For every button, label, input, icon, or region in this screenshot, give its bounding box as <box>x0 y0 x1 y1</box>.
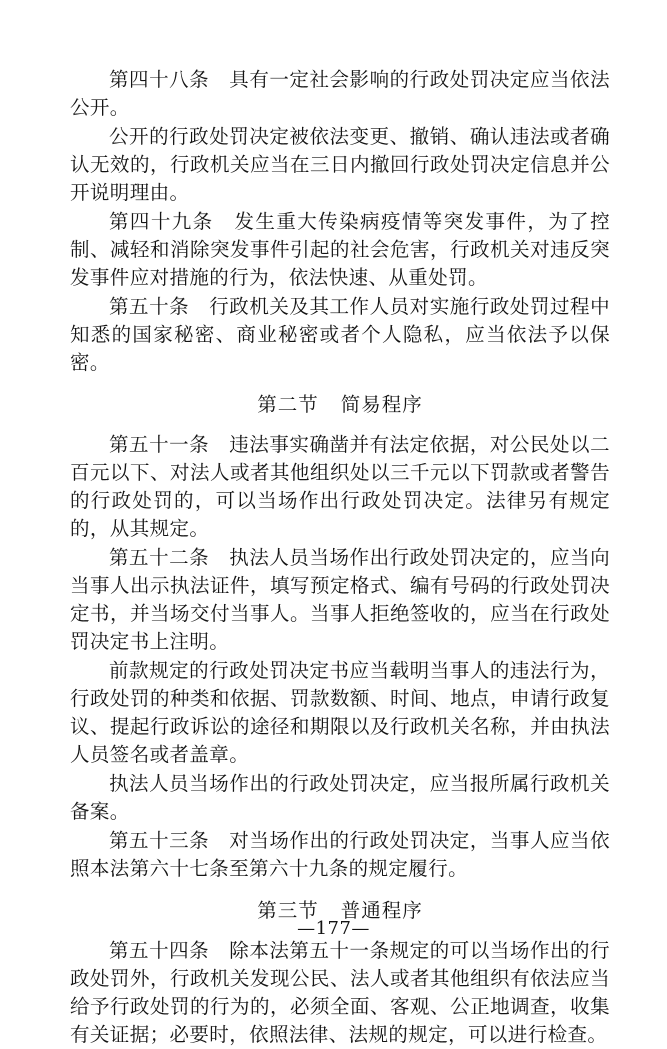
article-51-paragraph: 第五十一条 违法事实确凿并有法定依据，对公民处以二百元以下、对法人或者其他组织处以三千元以下罚款或者警告的行政处罚的，可以当场作出行政处罚决定。法律另有规定的，从其规定。 <box>70 433 610 540</box>
section-3-number: 第三节 <box>257 899 319 922</box>
page-number: —177— <box>297 918 370 939</box>
article-52-paragraph-2: 前款规定的行政处罚决定书应当载明当事人的违法行为，行政处罚的种类和依据、罚款数额、时间、地点，申请行政复议、提起行政诉讼的途径和期限以及行政机关名称，并由执法人员签名或者盖章。 <box>70 659 610 766</box>
section-2-number: 第二节 <box>257 393 319 416</box>
article-48-paragraph: 第四十八条 具有一定社会影响的行政处罚决定应当依法公开。 <box>70 68 610 119</box>
article-54-paragraph: 第五十四条 除本法第五十一条规定的可以当场作出的行政处罚外，行政机关发现公民、法人或者其他组织有依法应当给予行政处罚的行为的，必须全面、客观、公正地调查，收集有关证据；必要时，依照法律、法规的规定，可以进行检查。 <box>70 939 610 1046</box>
article-53-paragraph: 第五十三条 对当场作出的行政处罚决定，当事人应当依照本法第六十七条至第六十九条的规定履行。 <box>70 829 610 880</box>
section-2-title: 简易程序 <box>340 393 423 416</box>
section-2-heading <box>70 391 610 419</box>
article-52-paragraph-3: 执法人员当场作出的行政处罚决定，应当报所属行政机关备案。 <box>70 772 610 823</box>
article-48-paragraph-2: 公开的行政处罚决定被依法变更、撤销、确认违法或者确认无效的，行政机关应当在三日内撤回行政处罚决定信息并公开说明理由。 <box>70 125 610 204</box>
page-body <box>70 66 610 1049</box>
article-50-paragraph: 第五十条 行政机关及其工作人员对实施行政处罚过程中知悉的国家秘密、商业秘密或者个人隐私，应当依法予以保密。 <box>70 295 610 374</box>
section-3-title: 普通程序 <box>340 899 423 922</box>
article-52-paragraph: 第五十二条 执法人员当场作出行政处罚决定的，应当向当事人出示执法证件，填写预定格式、编有号码的行政处罚决定书，并当场交付当事人。当事人拒绝签收的，应当在行政处罚决定书上注明。 <box>70 546 610 653</box>
article-49-paragraph: 第四十九条 发生重大传染病疫情等突发事件，为了控制、减轻和消除突发事件引起的社会危害，行政机关对违反突发事件应对措施的行为，依法快速、从重处罚。 <box>70 210 610 289</box>
